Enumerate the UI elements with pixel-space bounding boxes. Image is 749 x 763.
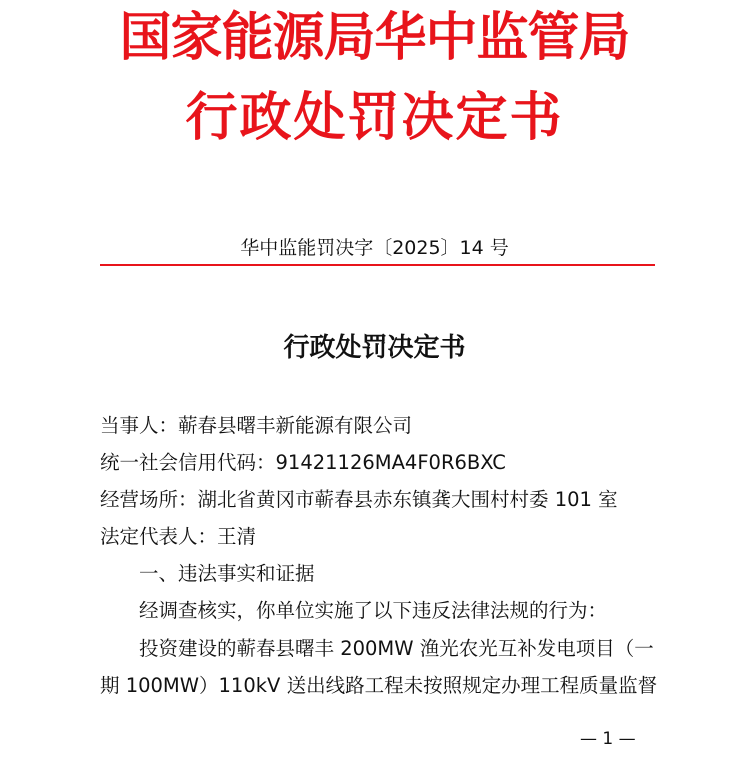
document-number: 华中监能罚决字〔2025〕14 号	[240, 237, 509, 259]
section-title: 一、违法事实和证据	[139, 562, 315, 585]
issuing-authority-title: 国家能源局华中监管局	[119, 8, 630, 68]
document-heading: 行政处罚决定书	[283, 333, 466, 363]
paragraph-line: 投资建设的蕲春县曙丰 200MW 渔光农光互补发电项目（一	[139, 637, 654, 660]
party-line: 当事人：蕲春县曙丰新能源有限公司	[100, 414, 413, 437]
address-line: 经营场所：湖北省黄冈市蕲春县赤东镇龚大围村村委 101 室	[100, 488, 618, 511]
paragraph-intro: 经调查核实，你单位实施了以下违反法律法规的行为：	[139, 599, 608, 622]
document-type-title: 行政处罚决定书	[185, 88, 564, 148]
page-number: — 1 —	[580, 729, 636, 749]
red-divider-line	[100, 264, 655, 266]
credit-code-line: 统一社会信用代码：91421126MA4F0R6BXC	[100, 451, 506, 474]
paragraph-line-continued: 期 100MW）110kV 送出线路工程未按照规定办理工程质量监督	[100, 674, 658, 697]
legal-representative-line: 法定代表人：王清	[100, 525, 257, 548]
